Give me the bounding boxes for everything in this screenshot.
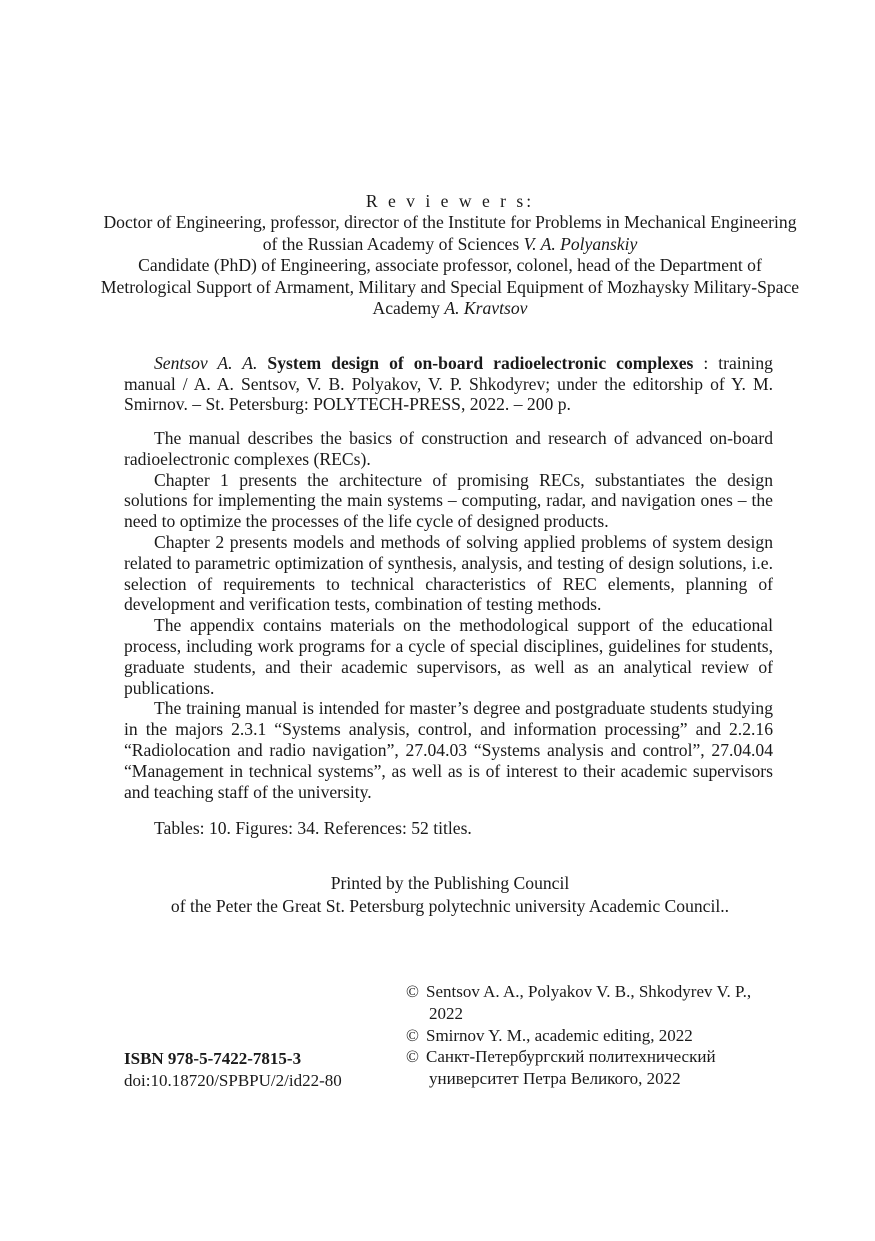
doi: doi:10.18720/SPBPU/2/id22-80 [124,1070,342,1090]
reviewers-block [100,191,800,319]
abstract-paragraph: Chapter 2 presents models and methods of solving applied problems of system design related to parametric optimization of synthesis, analysis, and testing of design solutions, i.e. selection of requirements to technical characteristics of REC elements, planning of development and verification tests, combination of testing methods. [124,531,773,615]
copyright-editor [406,1025,778,1047]
copyright-text: Sentsov A. A., Polyakov V. B., Shkodyrev V. P., 2022 [426,982,752,1023]
abstract-paragraph: The training manual is intended for master’s degree and postgraduate students studying in the majors 2.3.1 “Systems analysis, control, and information processing” and 2.2.16 “Radiolocation and radio navigation”, 27.04.03 “Systems analysis and control”, 27.04.04 “Management in technical systems”, as well as is of interest to their academic supervisors and teaching staff of the university. [124,698,773,802]
citation-title: System design of on-board radioelectronic complexes [267,353,694,373]
reviewer-1-name: V. A. Polyanskiy [523,233,638,254]
citation-details: : training manual / A. A. Sentsov, V. B. Polyakov, V. P. Shkodyrev; under the editorship of Y. M. Smirnov. – St. Petersburg: POLYTECH-PRESS, 2022. – 200 p. [124,353,773,415]
isbn-number: ISBN 978-5-7422-7815-3 [124,1049,302,1068]
copyright-text: Smirnov Y. M., academic editing, 2022 [426,1025,693,1045]
abstract-paragraph: Chapter 1 presents the architecture of promising RECs, substantiates the design solutions for implementing the main systems – computing, radar, and navigation ones – the need to optimize the processes of the life cycle of designed products. [124,469,773,532]
abstract [124,428,773,802]
copyright-block [406,981,778,1090]
copyright-university [406,1046,778,1090]
reviewer-2-description: Candidate (PhD) of Engineering, associate professor, colonel, head of the Department of Metrological Support of Armament, Military and Special Equipment of Mozhaysky Military-Space Academy [100,255,800,319]
abstract-paragraph: The appendix contains materials on the methodological support of the educational process, including work programs for a cycle of special disciplines, guidelines for students, graduate students, and their academic supervisors, as well as an analytical review of publications. [124,615,773,698]
printed-line-1: Printed by the Publishing Council [330,873,570,893]
reviewer-1 [100,212,800,255]
bibliographic-citation [124,353,773,415]
copyright-text: Санкт-Петербургский политехнический университет Петра Великого, 2022 [426,1047,716,1089]
reviewer-1-description: Doctor of Engineering, professor, director of the Institute for Problems in Mechanical Engineering of the Russian Academy of Sciences [103,212,797,254]
reviewer-2 [100,255,800,319]
copyright-icon: © [406,1047,419,1067]
copyright-authors [406,981,778,1025]
printed-line-2: of the Peter the Great St. Petersburg polytechnic university Academic Council.. [170,896,730,916]
reviewer-2-name: A. Kravtsov [444,298,528,319]
isbn-block [124,1048,342,1092]
publishing-council-note [100,872,800,918]
copyright-icon: © [406,1025,419,1045]
citation-authors: Sentsov A. A. [154,353,258,373]
book-stats: Tables: 10. Figures: 34. References: 52 titles. [154,818,472,838]
abstract-paragraph: The manual describes the basics of construction and research of advanced on-board radioelectronic complexes (RECs). [124,428,773,469]
reviewers-heading: R e v i e w e r s: [365,191,535,211]
copyright-icon: © [406,982,419,1001]
